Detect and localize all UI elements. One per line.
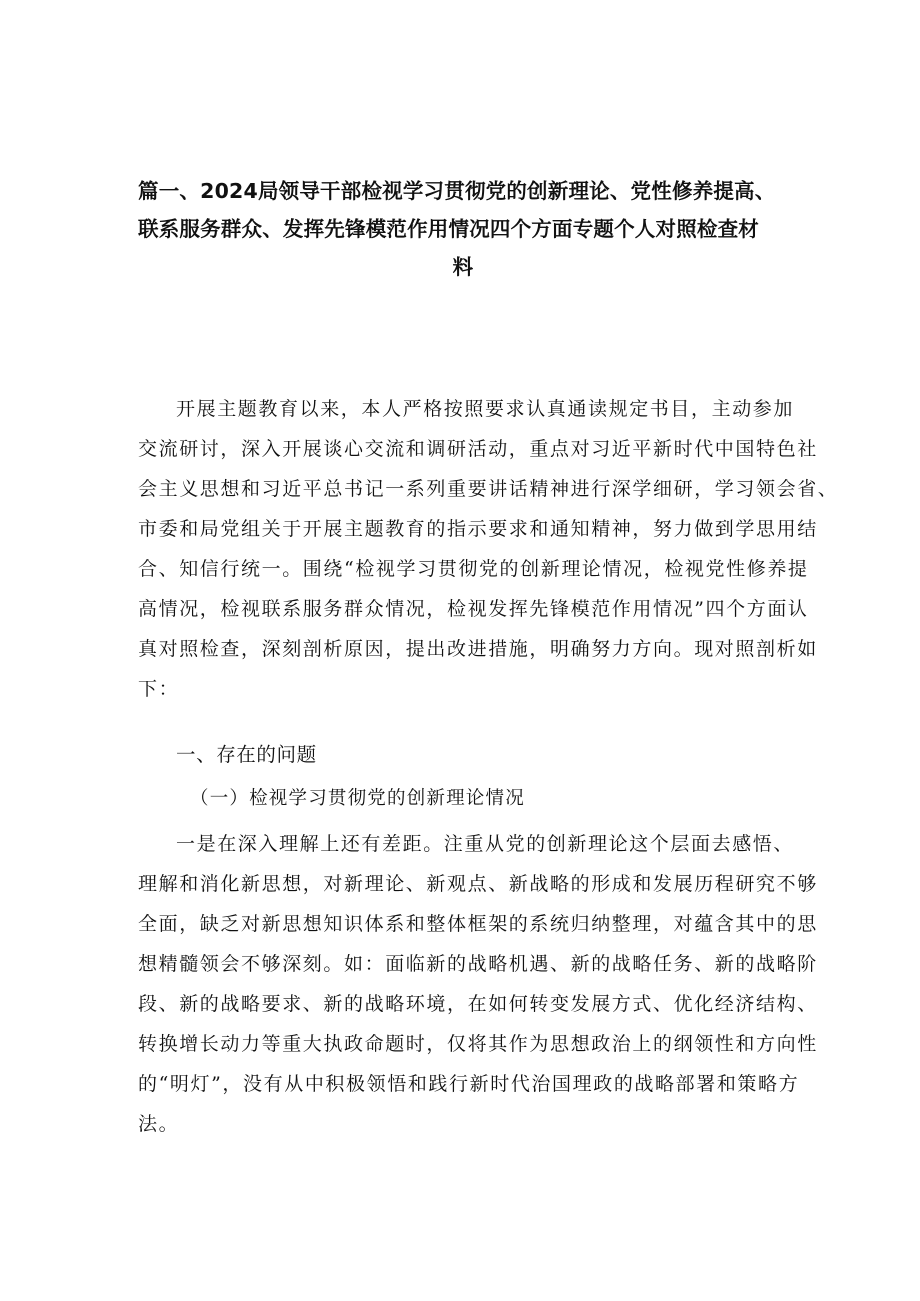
body-line: 理解和消化新思想，对新理论、新观点、新战略的形成和发展历程研究不够 (138, 873, 818, 895)
body-line: 一是在深入理解上还有差距。注重从党的创新理论这个层面去感悟、 (176, 833, 795, 855)
body-line: 全面，缺乏对新思想知识体系和整体框架的系统归纳整理，对蕴含其中的思 (138, 913, 818, 935)
intro-line: 开展主题教育以来，本人严格按照要求认真通读规定书目，主动参加 (176, 398, 795, 420)
intro-line: 高情况，检视联系服务群众情况，检视发挥先锋模范作用情况”四个方面认 (138, 598, 809, 620)
intro-paragraph (138, 389, 839, 709)
section-heading: 一、存在的问题 (176, 743, 317, 766)
intro-line: 会主义思想和习近平总书记一系列重要讲话精神进行深学细研，学习领会省、 (138, 478, 839, 500)
body-line: 段、新的战略要求、新的战略环境，在如何转变发展方式、优化经济结构、 (138, 993, 818, 1015)
intro-line: 真对照检查，深刻剖析原因，提出改进措施，明确努力方向。现对照剖析如 (138, 638, 818, 660)
intro-line: 市委和局党组关于开展主题教育的指示要求和通知精神，努力做到学思用结 (138, 518, 818, 540)
body-paragraph (138, 824, 818, 1144)
intro-line: 下： (138, 678, 180, 700)
title-line-3: 料 (452, 255, 474, 279)
title-line-1: 篇一、2024局领导干部检视学习贯彻党的创新理论、党性修养提高、 (138, 179, 776, 203)
document-title (138, 172, 788, 286)
intro-line: 合、知信行统一。围绕“检视学习贯彻党的创新理论情况，检视党性修养提 (138, 558, 809, 580)
body-line: 法。 (138, 1113, 180, 1135)
intro-line: 交流研讨，深入开展谈心交流和调研活动，重点对习近平新时代中国特色社 (138, 438, 818, 460)
body-line: 的“明灯”，没有从中积极领悟和践行新时代治国理政的战略部署和策略方 (138, 1073, 800, 1095)
title-line-2: 联系服务群众、发挥先锋模范作用情况四个方面专题个人对照检查材 (138, 217, 759, 241)
subsection-heading: （一）检视学习贯彻党的创新理论情况 (190, 788, 525, 809)
body-line: 转换增长动力等重大执政命题时，仅将其作为思想政治上的纲领性和方向性 (138, 1033, 818, 1055)
body-line: 想精髓领会不够深刻。如：面临新的战略机遇、新的战略任务、新的战略阶 (138, 953, 818, 975)
